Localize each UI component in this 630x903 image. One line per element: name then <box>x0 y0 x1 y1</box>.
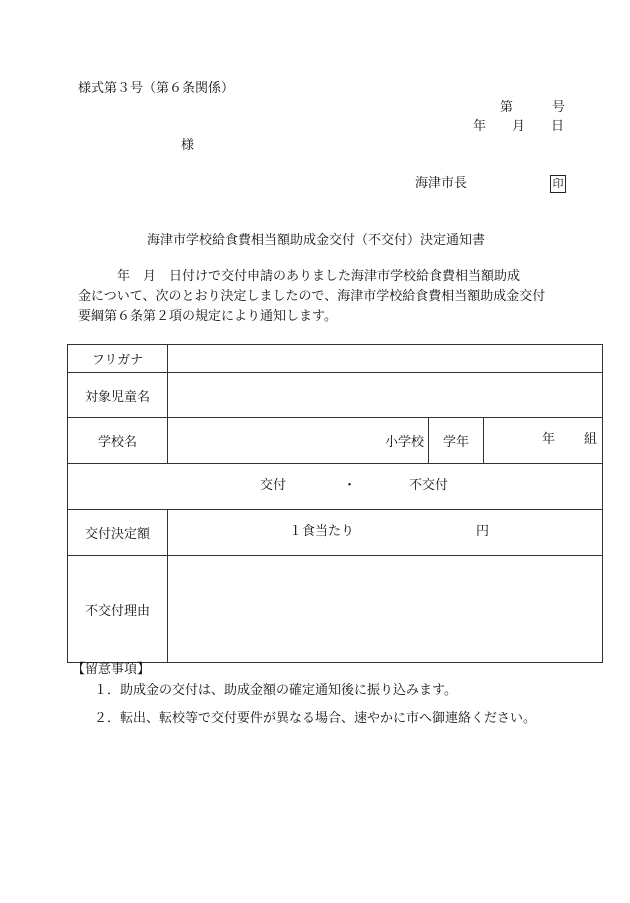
school-name-field <box>168 418 428 463</box>
recipient-suffix: 様 <box>181 138 195 153</box>
body-line: 年 月 日付けで交付申請のありました海津市学校給食費相当額助成 <box>78 269 521 284</box>
grade-year: 年 <box>542 432 556 447</box>
document-number: 第 号 <box>500 100 566 115</box>
table-row <box>68 510 603 556</box>
school-cell <box>168 418 603 464</box>
document-title: 海津市学校給食費相当額助成金交付（不交付）決定通知書 <box>147 233 486 248</box>
issuer-name: 海津市長 <box>415 176 468 191</box>
school-label: 学校名 <box>68 418 168 464</box>
child-name-field <box>168 373 603 418</box>
school-suffix: 小学校 <box>384 435 424 450</box>
table-row <box>68 373 603 418</box>
form-number: 様式第３号（第６条関係） <box>78 81 235 96</box>
issue-date: 年 月 日 <box>473 119 565 134</box>
table-row <box>68 345 603 373</box>
body-line: 要綱第６条第２項の規定により通知します。 <box>78 309 337 324</box>
amount-unit: 円 <box>476 524 490 539</box>
decision-grant: 交付 <box>260 478 287 493</box>
furigana-label: フリガナ <box>68 345 168 373</box>
decision-nongrant: 不交付 <box>409 478 449 493</box>
decision-table <box>67 344 603 663</box>
body-paragraph <box>78 267 578 327</box>
seal-mark: 印 <box>550 175 566 193</box>
notes-heading: 【留意事項】 <box>72 662 151 677</box>
grade-class: 組 <box>584 432 598 447</box>
amount-label: 交付決定額 <box>68 510 168 556</box>
grade-field <box>484 418 602 463</box>
note-item: ２．転出、転校等で交付要件が異なる場合、速やかに市へ御連絡ください。 <box>94 711 537 726</box>
body-line: 金について、次のとおり決定しましたので、海津市学校給食費相当額助成金交付 <box>78 289 546 304</box>
child-name-label: 対象児童名 <box>68 373 168 418</box>
amount-cell <box>168 510 603 556</box>
decision-separator: ・ <box>343 478 357 493</box>
table-row <box>68 418 603 464</box>
table-row <box>68 556 603 663</box>
reason-field <box>168 556 603 663</box>
grade-label: 学年 <box>442 435 469 450</box>
table-row <box>68 464 603 510</box>
note-item: １．助成金の交付は、助成金額の確定通知後に振り込みます。 <box>94 683 457 698</box>
furigana-field <box>168 345 603 373</box>
decision-cell <box>68 464 603 510</box>
grade-label-cell <box>428 418 484 463</box>
amount-per-meal: １食当たり <box>289 524 355 539</box>
reason-label: 不交付理由 <box>68 556 168 663</box>
